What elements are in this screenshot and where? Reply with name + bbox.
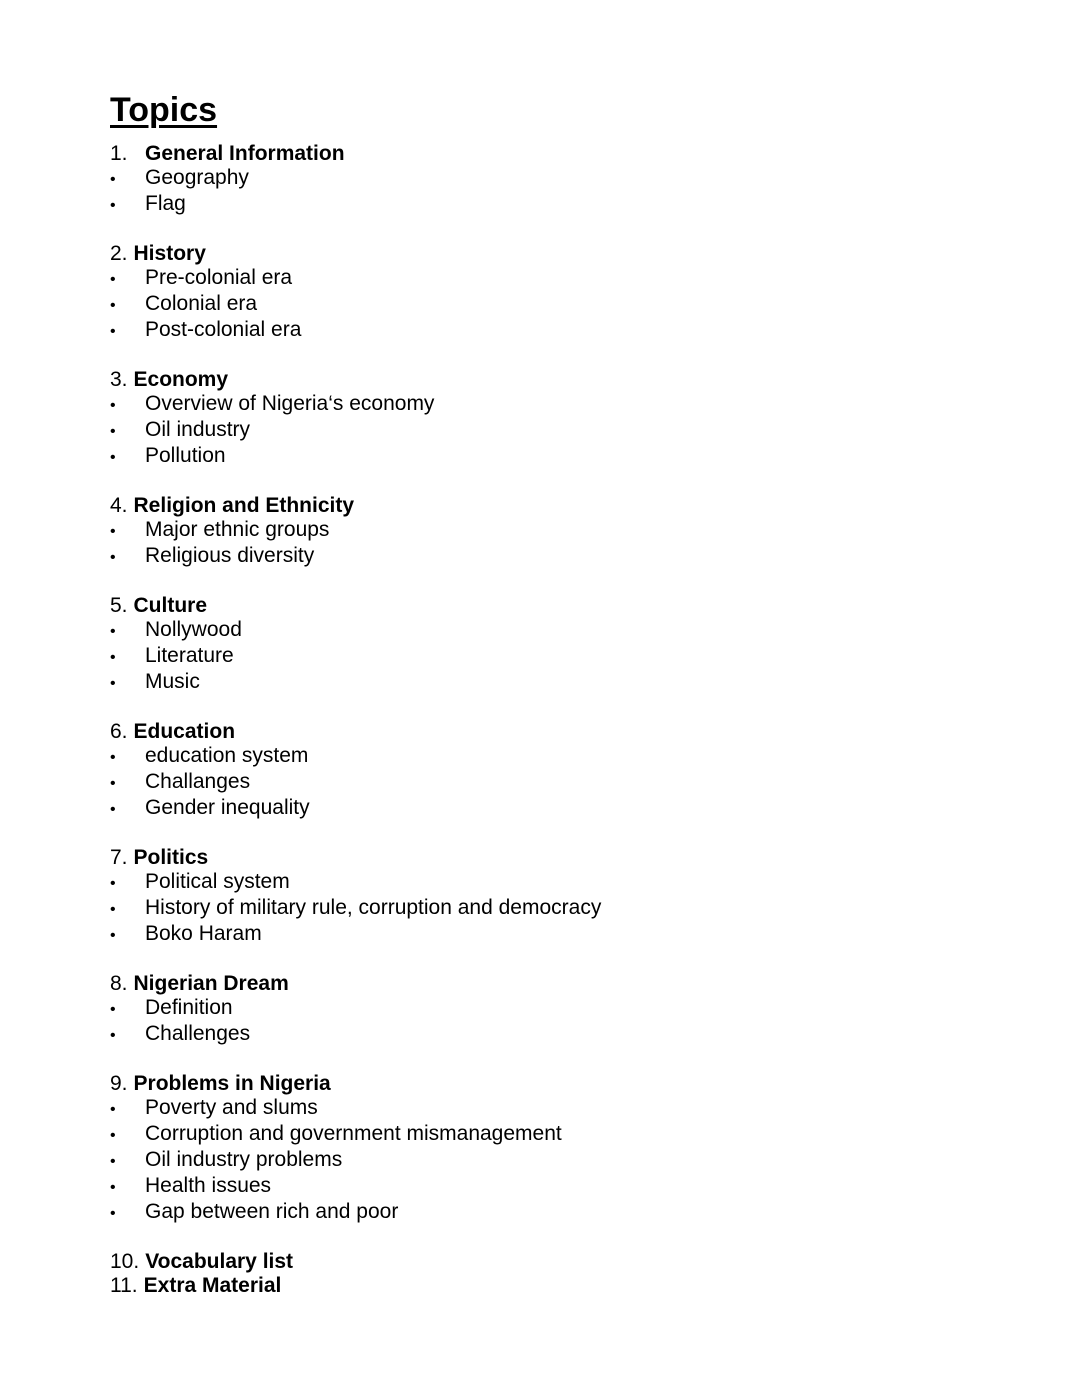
topic-label: Vocabulary list [145, 1250, 294, 1273]
topic-number: 5. [110, 594, 128, 617]
topic-number: 11. [110, 1274, 138, 1297]
bullet-icon: • [110, 397, 116, 414]
topic-subitems [110, 618, 1010, 696]
bullet-icon: • [110, 649, 116, 666]
list-item [110, 1096, 1010, 1122]
list-item-text: Religious diversity [145, 544, 315, 567]
topic-section [110, 594, 1010, 696]
topic-label: Education [133, 720, 236, 743]
list-item [110, 292, 1010, 318]
topic-section [110, 142, 1010, 218]
topic-number: 10. [110, 1250, 140, 1273]
bullet-icon: • [110, 423, 116, 440]
bullet-icon: • [110, 801, 116, 818]
list-item [110, 444, 1010, 470]
topic-section [110, 1072, 1010, 1226]
list-item [110, 796, 1010, 822]
bullet-icon: • [110, 171, 116, 188]
list-item [110, 1174, 1010, 1200]
bullet-icon: • [110, 775, 116, 792]
topic-number: 2. [110, 242, 128, 265]
bullet-icon: • [110, 549, 116, 566]
document-page [110, 90, 1010, 1298]
bullet-icon: • [110, 1101, 116, 1118]
list-item [110, 1148, 1010, 1174]
topic-label: Politics [133, 846, 209, 869]
bullet-icon: • [110, 901, 116, 918]
list-item [110, 266, 1010, 292]
topic-subitems [110, 870, 1010, 948]
topic-label: Religion and Ethnicity [133, 494, 355, 517]
bullet-icon: • [110, 449, 116, 466]
list-item-text: Flag [145, 192, 186, 215]
list-item [110, 1022, 1010, 1048]
list-item-text: Overview of Nigeria‘s economy [145, 392, 435, 415]
list-item [110, 392, 1010, 418]
bullet-icon: • [110, 271, 116, 288]
topic-section [110, 1274, 1010, 1298]
topic-section [110, 368, 1010, 470]
bullet-icon: • [110, 1127, 116, 1144]
topic-heading [110, 494, 1010, 518]
topic-section [110, 242, 1010, 344]
topic-heading [110, 368, 1010, 392]
topic-subitems [110, 392, 1010, 470]
list-item-text: Nollywood [145, 618, 242, 641]
topic-number: 9. [110, 1072, 128, 1095]
topic-heading [110, 846, 1010, 870]
list-item [110, 644, 1010, 670]
topic-label: Problems in Nigeria [133, 1072, 331, 1095]
topic-subitems [110, 166, 1010, 218]
topic-heading [110, 142, 1010, 166]
list-item-text: Literature [145, 644, 234, 667]
bullet-icon: • [110, 1001, 116, 1018]
topic-section [110, 720, 1010, 822]
topic-number: 7. [110, 846, 128, 869]
bullet-icon: • [110, 623, 116, 640]
list-item [110, 922, 1010, 948]
list-item [110, 996, 1010, 1022]
list-item-text: Pollution [145, 444, 226, 467]
list-item [110, 418, 1010, 444]
bullet-icon: • [110, 749, 116, 766]
bullet-icon: • [110, 1027, 116, 1044]
bullet-icon: • [110, 323, 116, 340]
list-item [110, 544, 1010, 570]
topic-heading [110, 1072, 1010, 1096]
list-item [110, 896, 1010, 922]
topic-heading [110, 1250, 1010, 1274]
bullet-icon: • [110, 875, 116, 892]
list-item-text: Challenges [145, 1022, 251, 1045]
list-item [110, 618, 1010, 644]
topic-label: Extra Material [143, 1274, 282, 1297]
bullet-icon: • [110, 927, 116, 944]
list-item-text: Oil industry problems [145, 1148, 343, 1171]
list-item-text: Challanges [145, 770, 251, 793]
list-item-text: Major ethnic groups [145, 518, 330, 541]
list-item-text: Boko Haram [145, 922, 262, 945]
topic-section [110, 846, 1010, 948]
list-item [110, 870, 1010, 896]
list-item-text: Oil industry [145, 418, 251, 441]
bullet-icon: • [110, 297, 116, 314]
bullet-icon: • [110, 1153, 116, 1170]
bullet-icon: • [110, 523, 116, 540]
topic-heading [110, 242, 1010, 266]
list-item [110, 770, 1010, 796]
list-item-text: History of military rule, corruption and democracy [145, 896, 602, 919]
topic-heading [110, 720, 1010, 744]
topic-number: 4. [110, 494, 128, 517]
list-item-text: education system [145, 744, 309, 767]
topic-section [110, 972, 1010, 1048]
topic-label: General Information [145, 142, 345, 165]
topic-number: 3. [110, 368, 128, 391]
list-item-text: Colonial era [145, 292, 258, 315]
topics-list [110, 142, 1010, 1298]
list-item [110, 166, 1010, 192]
topic-section [110, 494, 1010, 570]
topic-number: 6. [110, 720, 128, 743]
bullet-icon: • [110, 675, 116, 692]
list-item [110, 1122, 1010, 1148]
list-item-text: Post-colonial era [145, 318, 302, 341]
list-item-text: Health issues [145, 1174, 272, 1197]
bullet-icon: • [110, 197, 116, 214]
list-item-text: Gap between rich and poor [145, 1200, 399, 1223]
topic-subitems [110, 1096, 1010, 1226]
bullet-icon: • [110, 1179, 116, 1196]
list-item-text: Corruption and government mismanagement [145, 1122, 562, 1145]
topic-label: Economy [133, 368, 229, 391]
list-item-text: Music [145, 670, 200, 693]
topic-label: History [133, 242, 206, 265]
list-item-text: Poverty and slums [145, 1096, 318, 1119]
topic-heading [110, 1274, 1010, 1298]
list-item-text: Pre-colonial era [145, 266, 293, 289]
list-item-text: Geography [145, 166, 249, 189]
topic-subitems [110, 744, 1010, 822]
list-item-text: Political system [145, 870, 290, 893]
topic-number: 8. [110, 972, 128, 995]
topic-heading [110, 972, 1010, 996]
topic-heading [110, 594, 1010, 618]
list-item [110, 192, 1010, 218]
list-item [110, 518, 1010, 544]
topic-number: 1. [110, 142, 128, 165]
list-item-text: Gender inequality [145, 796, 310, 819]
list-item [110, 318, 1010, 344]
topic-subitems [110, 266, 1010, 344]
topic-section [110, 1250, 1010, 1274]
bullet-icon: • [110, 1205, 116, 1222]
topic-label: Culture [133, 594, 208, 617]
list-item [110, 744, 1010, 770]
list-item-text: Definition [145, 996, 233, 1019]
list-item [110, 1200, 1010, 1226]
topic-subitems [110, 996, 1010, 1048]
topic-label: Nigerian Dream [133, 972, 289, 995]
list-item [110, 670, 1010, 696]
page-title: Topics [110, 91, 218, 129]
topic-subitems [110, 518, 1010, 570]
